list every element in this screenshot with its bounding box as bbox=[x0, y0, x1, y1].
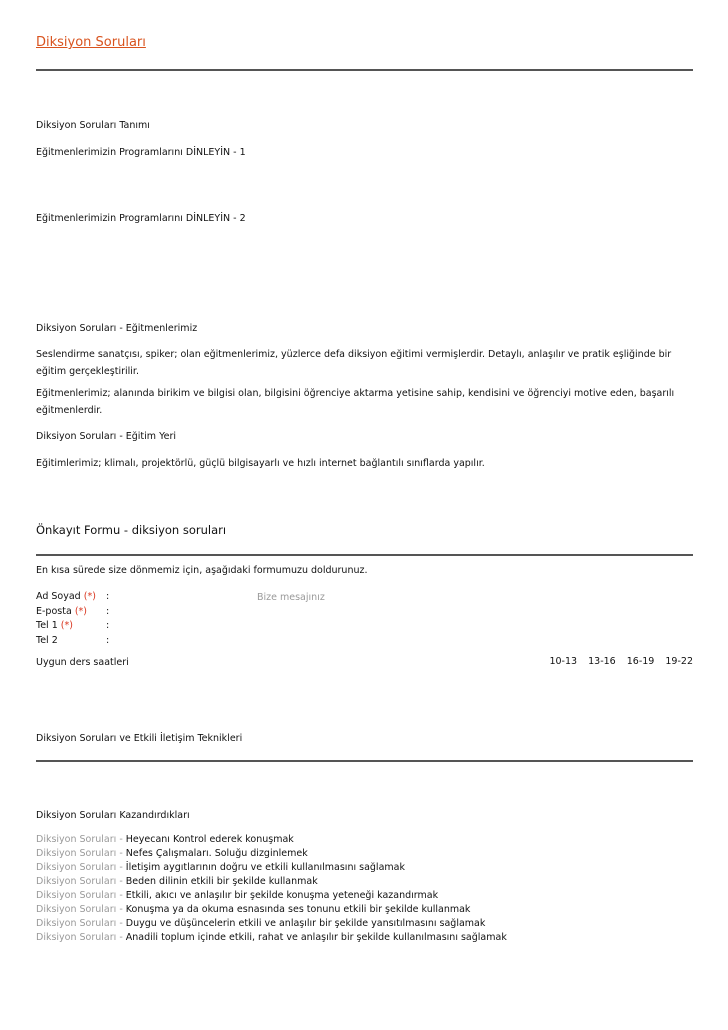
email-required-mark: (*) bbox=[74, 606, 87, 617]
benefit-item bbox=[36, 876, 318, 887]
hours-option[interactable]: 19-22 bbox=[665, 656, 693, 667]
benefit-prefix: Diksiyon Soruları - bbox=[36, 848, 123, 859]
site-title-link[interactable]: Diksiyon Soruları bbox=[36, 35, 146, 50]
benefit-prefix: Diksiyon Soruları - bbox=[36, 862, 123, 873]
hours-option[interactable]: 13-16 bbox=[588, 656, 616, 667]
hours-label: Uygun ders saatleri bbox=[36, 657, 129, 668]
benefit-text: Heyecanı Kontrol ederek konuşmak bbox=[125, 834, 294, 845]
name-label: Ad Soyad bbox=[36, 591, 81, 602]
definition-heading: Diksiyon Soruları Tanımı bbox=[36, 120, 150, 131]
name-required-mark: (*) bbox=[83, 591, 96, 602]
tel2-label: Tel 2 bbox=[36, 635, 58, 646]
benefit-item bbox=[36, 848, 308, 859]
benefit-prefix: Diksiyon Soruları - bbox=[36, 834, 123, 845]
hours-option[interactable]: 10-13 bbox=[549, 656, 578, 667]
tel1-label: Tel 1 bbox=[36, 620, 58, 631]
communication-divider bbox=[36, 760, 693, 762]
email-colon: : bbox=[106, 606, 110, 617]
tel2-colon: : bbox=[106, 635, 110, 646]
trainers-paragraph-2: Eğitmenlerimiz; alanında birikim ve bilgisi olan, bilgisini öğrenciye aktarma yetisine sahip, kendisini ve öğrenciyi motive eden, başarılı eğitmenlerdir. bbox=[36, 388, 675, 416]
listen-link-2[interactable]: Eğitmenlerimizin Programlarını DİNLEYİN - 2 bbox=[36, 213, 246, 224]
hours-options bbox=[541, 656, 693, 667]
benefit-text: İletişim aygıtlarının doğru ve etkili kullanılmasını sağlamak bbox=[125, 862, 405, 873]
page bbox=[36, 0, 693, 1030]
benefit-item bbox=[36, 918, 485, 929]
benefit-text: Duygu ve düşüncelerin etkili ve anlaşılır bir şekilde yansıtılmasını sağlamak bbox=[125, 918, 486, 929]
form-heading: Önkayıt Formu - diksiyon soruları bbox=[36, 523, 227, 537]
benefit-text: Konuşma ya da okuma esnasında ses tonunu etkili bir şekilde kullanmak bbox=[125, 904, 471, 915]
benefit-text: Nefes Çalışmaları. Soluğu dizginlemek bbox=[125, 848, 308, 859]
trainers-paragraph-1: Seslendirme sanatçısı, spiker; olan eğitmenlerimiz, yüzlerce defa diksiyon eğitimi vermişlerdir. Detaylı, anlaşılır ve pratik eşliğinde bir eğitim gerçekleştirilir. bbox=[36, 349, 672, 377]
listen-link-1[interactable]: Eğitmenlerimizin Programlarını DİNLEYİN - 1 bbox=[36, 147, 246, 158]
hours-option[interactable]: 16-19 bbox=[626, 656, 655, 667]
benefit-text: Anadili toplum içinde etkili, rahat ve anlaşılır bir şekilde kullanılmasını sağlamak bbox=[125, 932, 507, 943]
benefit-prefix: Diksiyon Soruları - bbox=[36, 918, 123, 929]
benefit-item bbox=[36, 834, 294, 845]
benefit-text: Etkili, akıcı ve anlaşılır bir şekilde konuşma yeteneği kazandırmak bbox=[125, 890, 439, 901]
benefit-prefix: Diksiyon Soruları - bbox=[36, 932, 123, 943]
communication-heading: Diksiyon Soruları ve Etkili İletişim Teknikleri bbox=[36, 733, 243, 744]
name-colon: : bbox=[106, 591, 110, 602]
message-field[interactable]: Bize mesajınız bbox=[257, 592, 325, 603]
benefit-item bbox=[36, 932, 507, 943]
form-intro: En kısa sürede size dönmemiz için, aşağıdaki formumuzu doldurunuz. bbox=[36, 565, 368, 576]
benefit-prefix: Diksiyon Soruları - bbox=[36, 890, 123, 901]
benefits-heading: Diksiyon Soruları Kazandırdıkları bbox=[36, 810, 190, 821]
benefit-item bbox=[36, 862, 405, 873]
benefit-item bbox=[36, 904, 470, 915]
header-divider bbox=[36, 69, 693, 71]
tel1-required-mark: (*) bbox=[60, 620, 73, 631]
venue-text: Eğitimlerimiz; klimalı, projektörlü, güçlü bilgisayarlı ve hızlı internet bağlantılı sınıflarda yapılır. bbox=[36, 458, 485, 469]
email-label: E-posta bbox=[36, 606, 72, 617]
benefit-prefix: Diksiyon Soruları - bbox=[36, 876, 123, 887]
trainers-heading: Diksiyon Soruları - Eğitmenlerimiz bbox=[36, 323, 198, 334]
form-divider bbox=[36, 554, 693, 556]
benefit-item bbox=[36, 890, 438, 901]
venue-heading: Diksiyon Soruları - Eğitim Yeri bbox=[36, 431, 177, 442]
benefit-prefix: Diksiyon Soruları - bbox=[36, 904, 123, 915]
benefit-text: Beden dilinin etkili bir şekilde kullanmak bbox=[125, 876, 318, 887]
tel1-colon: : bbox=[106, 620, 110, 631]
